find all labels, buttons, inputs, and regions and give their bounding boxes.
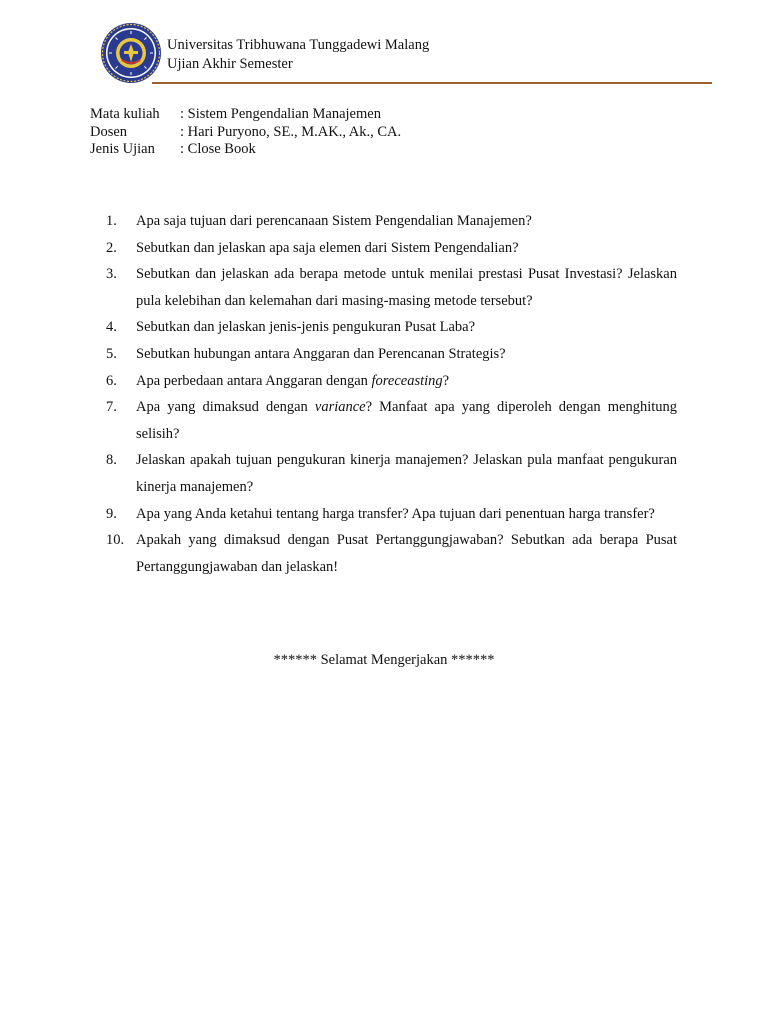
lecturer-label: Dosen: [90, 123, 128, 140]
question-number: 7.: [106, 399, 117, 416]
question-list: [106, 208, 677, 580]
question-term-italic: foreceasting: [371, 372, 443, 389]
meta-row-course: [90, 106, 401, 124]
question-text: Sebutkan dan jelaskan ada berapa metode untuk menilai prestasi Pusat Investasi? Jelaskan pula kelebihan dan kelemahan dari masing-masing metode tersebut?: [136, 266, 677, 309]
question-item: [106, 314, 677, 341]
exam-meta: [90, 106, 401, 159]
question-item: [106, 341, 677, 368]
question-item: [106, 394, 677, 447]
question-number: 4.: [106, 319, 117, 336]
question-term-italic: variance: [314, 399, 366, 416]
course-label: Mata kuliah: [90, 106, 160, 122]
exam-type-value: : Close Book: [180, 141, 256, 157]
question-number: 9.: [106, 505, 117, 522]
question-text: Apa saja tujuan dari perencanaan Sistem Pengendalian Manajemen?: [136, 213, 532, 229]
exam-title: Ujian Akhir Semester: [167, 56, 293, 72]
question-item: [106, 447, 677, 500]
question-item: [106, 235, 677, 262]
question-text: Apa yang Anda ketahui tentang harga transfer? Apa tujuan dari penentuan harga transfer?: [136, 505, 655, 522]
question-text: Sebutkan dan jelaskan jenis-jenis pengukuran Pusat Laba?: [136, 319, 476, 336]
course-value: : Sistem Pengendalian Manajemen: [180, 106, 381, 122]
question-text: Sebutkan dan jelaskan apa saja elemen dari Sistem Pengendalian?: [136, 239, 519, 256]
header-divider: [152, 82, 712, 84]
question-text: Apakah yang dimaksud dengan Pusat Pertanggungjawaban? Sebutkan ada berapa Pusat Pertanggungjawaban dan jelaskan!: [136, 532, 677, 575]
document-header: [100, 22, 712, 86]
question-number: 6.: [106, 372, 117, 389]
question-text-before: Apa yang dimaksud dengan: [136, 399, 315, 416]
meta-row-lecturer: [90, 124, 401, 142]
question-text: [136, 394, 677, 447]
question-number: 5.: [106, 345, 117, 362]
question-item: [106, 208, 677, 235]
university-name: Universitas Tribhuwana Tunggadewi Malang: [167, 37, 430, 53]
exam-type-label: Jenis Ujian: [90, 141, 155, 157]
question-item: [106, 501, 677, 528]
lecturer-value: : Hari Puryono, SE., M.AK., Ak., CA.: [180, 123, 402, 140]
question-number: 10.: [106, 532, 125, 549]
question-number: 1.: [106, 213, 117, 229]
question-number: 8.: [106, 452, 117, 469]
question-text: Jelaskan apakah tujuan pengukuran kinerja manajemen? Jelaskan pula manfaat pengukuran kinerja manajemen?: [136, 452, 677, 495]
university-seal-icon: [100, 22, 162, 84]
question-item: [106, 261, 677, 314]
question-number: 2.: [106, 239, 117, 256]
question-number: 3.: [106, 266, 117, 283]
question-item: [106, 527, 677, 580]
question-item: [106, 368, 677, 395]
closing-message: ****** Selamat Mengerjakan ******: [273, 652, 495, 668]
meta-row-exam-type: [90, 141, 401, 159]
question-text-after: ? Manfaat apa yang diperoleh dengan menghitung selisih?: [136, 399, 677, 442]
question-text: Sebutkan hubungan antara Anggaran dan Perencanan Strategis?: [136, 345, 506, 362]
question-text-before: Apa perbedaan antara Anggaran dengan: [136, 372, 372, 389]
question-text-after: ?: [442, 372, 450, 389]
question-text: [136, 368, 677, 395]
